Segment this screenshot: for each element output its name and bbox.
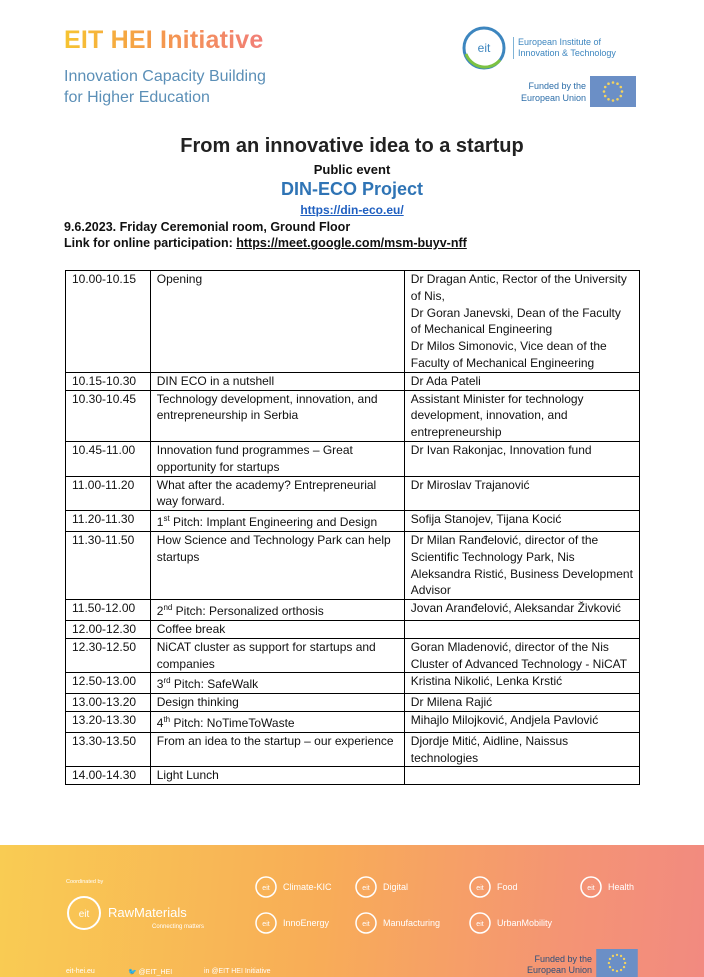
agenda-speaker: Dr Dragan Antic, Rector of the University of Nis, Dr Goran Janevski, Dean of the Faculty of Mechanical Engineering Dr Milos Simonovic, Vice dean of the Faculty of Mechanical Engineering xyxy=(404,271,639,373)
eit-kic-icon xyxy=(254,911,280,935)
eu-star xyxy=(609,966,611,968)
kic-manufacturing xyxy=(354,911,440,935)
agenda-time: 13.20-13.30 xyxy=(66,711,151,732)
kic-label: Climate-KIC xyxy=(283,882,332,892)
agenda-row xyxy=(66,767,640,785)
eu-star xyxy=(612,99,615,102)
funded-by-eu-top xyxy=(506,80,586,104)
kic-food xyxy=(468,875,518,899)
eu-star xyxy=(604,95,607,98)
agenda-topic: Light Lunch xyxy=(150,767,404,785)
pitch-ordinal: rd xyxy=(163,676,171,686)
agenda-topic xyxy=(150,511,404,532)
agenda-topic xyxy=(150,600,404,621)
pitch-title: Pitch: SafeWalk xyxy=(170,677,259,692)
agenda-row xyxy=(66,271,640,373)
agenda-speaker: Assistant Minister for technology development, innovation, and entrepreneurship xyxy=(404,390,639,441)
svg-text:eit: eit xyxy=(262,921,270,928)
project-name: DIN-ECO Project xyxy=(280,179,424,199)
agenda-speaker: Djordje Mitić, Aidline, Naissus technologies xyxy=(404,732,639,767)
eu-star xyxy=(607,82,610,85)
eu-flag-icon xyxy=(596,949,638,977)
kic-health xyxy=(579,875,634,899)
brand-subtitle xyxy=(64,66,266,108)
agenda-time: 12.50-13.00 xyxy=(66,673,151,694)
brand-title: EIT HEI Initiative xyxy=(64,26,264,54)
online-participation xyxy=(64,236,467,250)
eu-star xyxy=(620,969,622,971)
agenda-time: 10.00-10.15 xyxy=(66,271,151,373)
eit-name-line-2: Innovation & Technology xyxy=(518,48,616,58)
agenda-row xyxy=(66,711,640,732)
pitch-number: 2 xyxy=(156,604,164,619)
eu-star xyxy=(612,969,614,971)
agenda-speaker: Jovan Aranđelović, Aleksandar Živković xyxy=(404,600,639,621)
agenda-time: 12.30-12.50 xyxy=(66,638,151,673)
eu-star xyxy=(616,82,619,85)
agenda-speaker xyxy=(404,620,639,638)
eu-star xyxy=(624,962,626,964)
agenda-speaker: Dr Ada Pateli xyxy=(404,372,639,390)
pitch-title: Pitch: Personalized orthosis xyxy=(172,604,324,619)
pitch-number: 3 xyxy=(156,677,164,692)
kic-label: Manufacturing xyxy=(383,918,441,928)
footer-banner xyxy=(0,845,704,977)
site-link[interactable]: eit-hei.eu xyxy=(66,968,95,975)
agenda-topic: Opening xyxy=(150,271,404,373)
eu-star xyxy=(612,955,614,957)
project-link[interactable]: https://din-eco.eu/ xyxy=(300,203,404,217)
kic-label: UrbanMobility xyxy=(497,918,553,928)
rawmaterials-tagline: Connecting matters xyxy=(152,924,205,930)
twitter-label: @EIT_HEI xyxy=(138,969,173,976)
kic-digital xyxy=(354,875,408,899)
pitch-ordinal: st xyxy=(163,514,170,524)
agenda-topic xyxy=(150,711,404,732)
kic-label: Health xyxy=(608,882,635,892)
agenda-row xyxy=(66,531,640,599)
eu-star xyxy=(620,955,622,957)
agenda-speaker: Dr Ivan Rakonjac, Innovation fund xyxy=(404,441,639,476)
rawmaterials-logo-icon xyxy=(64,892,214,934)
twitter-icon: 🐦 xyxy=(128,969,139,976)
eu-flag-icon xyxy=(590,76,636,107)
agenda-row xyxy=(66,390,640,441)
agenda-speaker: Dr Milena Rajić xyxy=(404,694,639,712)
kic-label: Digital xyxy=(383,882,409,892)
agenda-speaker: Kristina Nikolić, Lenka Krstić xyxy=(404,673,639,694)
eit-kic-icon xyxy=(468,875,494,899)
agenda-row xyxy=(66,638,640,673)
eit-logo-icon xyxy=(460,24,512,72)
agenda-row xyxy=(66,441,640,476)
kic-climate xyxy=(254,875,332,899)
svg-text:eit: eit xyxy=(78,909,90,920)
agenda-time: 11.30-11.50 xyxy=(66,531,151,599)
pitch-number: 1 xyxy=(156,515,164,530)
eu-star xyxy=(616,954,618,956)
eit-kic-icon xyxy=(354,911,380,935)
eit-kic-icon xyxy=(468,911,494,935)
kic-label: InnoEnergy xyxy=(283,918,330,928)
svg-text:eit: eit xyxy=(476,885,484,892)
linkedin-label: @EIT HEI Initiative xyxy=(211,968,271,975)
agenda-topic: DIN ECO in a nutshell xyxy=(150,372,404,390)
svg-text:eit: eit xyxy=(587,885,595,892)
agenda-topic: How Science and Technology Park can help startups xyxy=(150,531,404,599)
eu-star xyxy=(603,90,606,93)
eu-star xyxy=(616,98,619,101)
brand-subtitle-line-2: for Higher Education xyxy=(64,89,210,106)
eit-name xyxy=(513,37,616,59)
agenda-row xyxy=(66,372,640,390)
agenda-speaker: Sofija Stanojev, Tijana Kocić xyxy=(404,511,639,532)
event-title: From an innovative idea to a startup xyxy=(180,135,524,157)
eu-star xyxy=(623,966,625,968)
pitch-ordinal: th xyxy=(163,714,171,724)
eu-star xyxy=(623,958,625,960)
agenda-time: 10.30-10.45 xyxy=(66,390,151,441)
eu-star xyxy=(616,970,618,972)
agenda-topic: Innovation fund programmes – Great opportunity for startups xyxy=(150,441,404,476)
agenda-topic: From an idea to the startup – our experience xyxy=(150,732,404,767)
coordinated-by: Coordinated by xyxy=(66,879,104,885)
rawmaterials-name: RawMaterials xyxy=(108,905,187,920)
agenda-time: 11.00-11.20 xyxy=(66,476,151,511)
agenda-time: 12.00-12.30 xyxy=(66,620,151,638)
agenda-topic: Design thinking xyxy=(150,694,404,712)
agenda-time: 11.20-11.30 xyxy=(66,511,151,532)
funded-top-line-1: Funded by the xyxy=(528,81,586,91)
agenda-row xyxy=(66,673,640,694)
eit-name-line-1: European Institute of xyxy=(518,37,602,47)
svg-text:eit: eit xyxy=(262,885,270,892)
agenda-time: 13.00-13.20 xyxy=(66,694,151,712)
funded-bottom-line-2: European Union xyxy=(526,965,592,975)
eu-star xyxy=(609,958,611,960)
agenda-row xyxy=(66,732,640,767)
agenda-speaker: Dr Milan Ranđelović, director of the Scientific Technology Park, Nis Aleksandra Ristić, Business Development Advisor xyxy=(404,531,639,599)
online-label: Link for online participation: xyxy=(64,236,237,250)
agenda-time: 10.45-11.00 xyxy=(66,441,151,476)
agenda-topic xyxy=(150,673,404,694)
agenda-row xyxy=(66,600,640,621)
agenda-row xyxy=(66,620,640,638)
pitch-title: Pitch: Implant Engineering and Design xyxy=(169,515,378,530)
agenda-speaker: Mihajlo Milojković, Andjela Pavlović xyxy=(404,711,639,732)
agenda-speaker: Goran Mladenović, director of the Nis Cluster of Advanced Technology - NiCAT xyxy=(404,638,639,673)
eu-star xyxy=(612,81,615,84)
agenda-topic: Technology development, innovation, and entrepreneurship in Serbia xyxy=(150,390,404,441)
pitch-ordinal: nd xyxy=(163,603,173,613)
agenda-speaker: Dr Miroslav Trajanović xyxy=(404,476,639,511)
twitter-handle[interactable] xyxy=(128,968,172,976)
eu-star xyxy=(619,95,622,98)
svg-text:eit: eit xyxy=(362,885,370,892)
funded-by-eu-bottom xyxy=(520,954,592,976)
brand-subtitle-line-1: Innovation Capacity Building xyxy=(64,68,266,85)
agenda-time: 10.15-10.30 xyxy=(66,372,151,390)
pitch-number: 4 xyxy=(156,715,164,730)
pitch-title: Pitch: NoTimeToWaste xyxy=(170,715,295,730)
agenda-topic: NiCAT cluster as support for startups and companies xyxy=(150,638,404,673)
agenda-time: 11.50-12.00 xyxy=(66,600,151,621)
eu-star xyxy=(621,90,624,93)
eit-kic-icon xyxy=(354,875,380,899)
eit-kic-icon xyxy=(579,875,605,899)
kic-label: Food xyxy=(497,882,518,892)
funded-bottom-line-1: Funded by the xyxy=(534,954,592,964)
agenda-row xyxy=(66,511,640,532)
agenda-time: 13.30-13.50 xyxy=(66,732,151,767)
agenda-speaker xyxy=(404,767,639,785)
agenda-topic: Coffee break xyxy=(150,620,404,638)
agenda-table xyxy=(65,270,640,785)
funded-top-line-2: European Union xyxy=(520,93,586,103)
eit-kic-icon xyxy=(254,875,280,899)
eu-star xyxy=(608,962,610,964)
kic-innoenergy xyxy=(254,911,329,935)
linkedin-icon: in xyxy=(204,968,212,975)
online-link[interactable]: https://meet.google.com/msm-buyv-nff xyxy=(236,236,467,250)
agenda-topic: What after the academy? Entrepreneurial way forward. xyxy=(150,476,404,511)
agenda-row xyxy=(66,476,640,511)
svg-text:eit: eit xyxy=(362,921,370,928)
eu-star xyxy=(604,86,607,89)
svg-text:eit: eit xyxy=(476,921,484,928)
date-and-place: 9.6.2023. Friday Ceremonial room, Ground Floor xyxy=(64,220,351,234)
eu-star xyxy=(619,86,622,89)
linkedin-handle[interactable] xyxy=(204,968,271,975)
event-subtitle: Public event xyxy=(313,162,391,177)
eu-star xyxy=(607,98,610,101)
agenda-row xyxy=(66,694,640,712)
kic-urbanmobility xyxy=(468,911,552,935)
eit-logo-text: eit xyxy=(477,41,491,55)
agenda-time: 14.00-14.30 xyxy=(66,767,151,785)
